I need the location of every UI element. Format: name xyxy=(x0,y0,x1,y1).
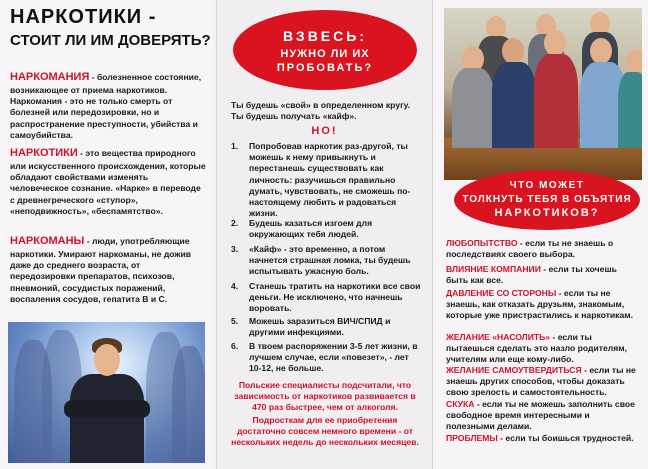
definition-addicts xyxy=(10,234,206,305)
banner-line-3: НАРКОТИКОВ? xyxy=(494,207,600,219)
reason-key: СКУКА xyxy=(446,399,475,409)
reason-item xyxy=(446,288,640,322)
reason-item xyxy=(446,332,640,366)
banner-line-1: ВЗВЕСЬ: xyxy=(283,28,367,44)
what-pushes-banner xyxy=(454,170,640,230)
reason-text: - если ты пытаешься сделать это назло родителям, учителям или еще кому-либо. xyxy=(446,332,627,365)
reason-text: - если ты не можешь заполнить свое свободное время интересными и полезными делами. xyxy=(446,399,635,432)
term-addiction: НАРКОМАНИЯ xyxy=(10,71,90,83)
list-item xyxy=(231,316,421,338)
weigh-up-banner xyxy=(233,10,417,90)
banner-line-2: ТОЛКНУТЬ ТЕБЯ В ОБЪЯТИЯ xyxy=(462,194,632,205)
banner-line-3: ПРОБОВАТЬ? xyxy=(276,62,374,74)
list-item xyxy=(231,341,421,375)
reason-key: ДАВЛЕНИЕ СО СТОРОНЫ xyxy=(446,288,557,298)
list-item xyxy=(231,244,421,278)
term-addicts: НАРКОМАНЫ xyxy=(10,235,85,247)
boy-shadows-photo xyxy=(8,322,205,463)
intro-text: Ты будешь «свой» в определенном кругу. Ты будешь получать «кайф». xyxy=(231,100,411,122)
banner-line-2: НУЖНО ЛИ ИХ xyxy=(280,48,370,60)
definition-addicts-text: - люди, употребляющие наркотики. Умирают наркоманы, не дожив даже до среднего возраста, от передозировки препаратов, психозов, пневмоний, сосудистых поражений, воспаления сосудов, гепатита В и С. xyxy=(10,236,192,304)
left-panel xyxy=(0,0,213,469)
reason-key: ПРОБЛЕМЫ xyxy=(446,433,498,443)
reason-item xyxy=(446,365,640,399)
item-number: 2. xyxy=(231,218,239,228)
item-number: 6. xyxy=(231,341,239,351)
item-number: 3. xyxy=(231,244,239,254)
item-text: В твоем распоряжении 3-5 лет жизни, в лучшем случае, если «повезет», - лет 10-12, не больше. xyxy=(249,341,418,374)
reason-key: ЛЮБОПЫТСТВО xyxy=(446,238,518,248)
list-item xyxy=(231,281,421,315)
definition-drugs xyxy=(10,146,206,217)
item-text: Будешь казаться изгоем для окружающих тебя людей. xyxy=(249,218,373,240)
item-text: Можешь заразиться ВИЧ/СПИД и другими инфекциями. xyxy=(249,316,391,338)
item-text: «Кайф» - это временно, а потом начнется страшная ломка, ты будешь испытывать ужасную боль. xyxy=(249,244,411,277)
middle-panel xyxy=(216,0,433,469)
reason-item xyxy=(446,238,640,260)
teenagers-photo xyxy=(444,8,642,180)
definition-addiction-text: - болезненное состояние, возникающее от приема наркотиков. Наркомания - это не только смерть от болезней или передозировки, но и распространение преступности, убийства и самоубийства. xyxy=(10,72,202,140)
reason-key: ВЛИЯНИЕ КОМПАНИИ xyxy=(446,264,541,274)
reason-item xyxy=(446,264,640,286)
reason-text: - если ты хочешь быть как все. xyxy=(446,264,617,286)
but-heading: НО! xyxy=(311,125,338,137)
reason-text: - если ты не знаешь, как отказать друзьям, знакомым, которые уже пристрастились к наркотикам. xyxy=(446,288,634,321)
brochure-title: НАРКОТИКИ - xyxy=(10,6,157,28)
teenagers-note: Подросткам для ее приобретения достаточно совсем немного времени - от нескольких недель до нескольких месяцев. xyxy=(231,415,419,448)
brochure-subtitle: СТОИТ ЛИ ИМ ДОВЕРЯТЬ? xyxy=(10,32,211,49)
reason-text: - если ты не знаешь других способов, чтобы доказать свою зрелость и самостоятельность. xyxy=(446,365,636,398)
reason-text: - если ты не знаешь о последствиях своего выбора. xyxy=(446,238,614,260)
definition-drugs-text: - это вещества природного или искусственного происхождения, которые обладают свойствами изменять человеческое сознание. «Нарке» в переводе с древнегреческого «ступор», «неподвижность», «беспамятство». xyxy=(10,148,206,216)
reason-key: ЖЕЛАНИЕ «НАСОЛИТЬ» xyxy=(446,332,551,342)
reason-key: ЖЕЛАНИЕ САМОУТВЕРДИТЬСЯ xyxy=(446,365,582,375)
right-panel xyxy=(434,0,648,469)
banner-line-1: ЧТО МОЖЕТ xyxy=(509,180,585,191)
list-item xyxy=(231,218,421,240)
item-number: 5. xyxy=(231,316,239,326)
specialists-note: Польские специалисты подсчитали, что зависимость от наркотиков развивается в 470 раз быстрее, чем от алкоголя. xyxy=(234,380,416,413)
reason-text: - если ты боишься трудностей. xyxy=(497,433,634,443)
item-text: Станешь тратить на наркотики все свои деньги. Не исключено, что начнешь воровать. xyxy=(249,281,421,314)
item-number: 4. xyxy=(231,281,239,291)
item-number: 1. xyxy=(231,141,239,151)
list-item xyxy=(231,141,421,219)
reason-item xyxy=(446,399,640,433)
definition-addiction xyxy=(10,70,206,141)
term-drugs: НАРКОТИКИ xyxy=(10,147,78,159)
item-text: Попробовав наркотик раз-другой, ты можешь к нему привыкнуть и перестанешь существовать как личность: разучишься правильно думать, чувствовать, не сможешь по-настоящему любить и радоваться жизни. xyxy=(249,141,411,219)
reason-item xyxy=(446,433,640,444)
